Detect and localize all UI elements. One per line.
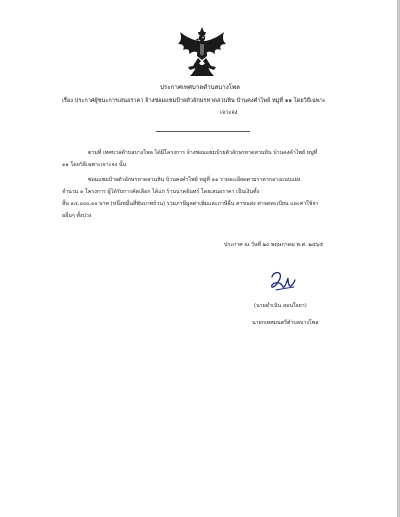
garuda-emblem-icon [176, 26, 228, 78]
body-paragraph-1 [62, 147, 346, 171]
paragraph-2-line-3: สิ้น ๑๔,๐๐๐.๐๐ บาท (หนึ่งหมื่นสี่พันบาทถ้วน) รวมภาษีมูลค่าเพิ่มและภาษีอื่น ค่าขนส่ง ค่าจดทะเบียน และค่าใช้จ่า [62, 201, 319, 207]
signatory-name: (นายดำเนิน สอนใจยา) [254, 303, 307, 309]
title-divider [156, 131, 250, 132]
paragraph-1-line-2: ๑๑ โดยวิธีเฉพาะเจาะจง นั้น [62, 162, 127, 168]
paragraph-2-line-4: ยอื่นๆ ทั้งปวง [62, 213, 92, 219]
paragraph-1-line-1: ตามที่ เทศบาลตำบลบางโพล ได้มีโครงการ จ้างซ่อมแซมป้ายตัวอักษรหาดสวนหิน บ้านคงคำไพย์ หมู่ที่ [88, 150, 318, 156]
announcement-title: ประกาศเทศบาลตำบลบางโพล [160, 84, 240, 91]
announcement-date: ประกาศ ณ วันที่ ๒๐ พฤษภาคม พ.ศ. ๒๕๖๕ [224, 242, 324, 248]
subject-line-2: เจาะจง [220, 110, 238, 116]
subject-line-1: เรื่อง ประกาศผู้ชนะการเสนอราคา จ้างซ่อมแซมป้ายตัวอักษรหาดสวนหิน บ้านคงคำไพย์ หมู่ที่ ๑๑ โดยวิธีเฉพาะ [62, 98, 326, 104]
announcement-subject [62, 95, 344, 119]
body-paragraph-2 [62, 174, 346, 222]
paragraph-2-line-1: ซ่อมแซมป้ายตัวอักษรหาดสวนหิน บ้านคงคำไพย์ หมู่ที่ ๑๑ รายละเอียดตามราคากลางแนบแฝง [88, 177, 301, 183]
paragraph-2-line-2: จำนวน ๑ โครงการ ผู้ได้รับการคัดเลือก ได้แก่ ร้านนาคอินทร์ โดยเสนอราคา เป็นเงินทั้ง [62, 189, 260, 195]
handwritten-signature [263, 269, 299, 295]
signatory-position: นายกเทศมนตรีตำบลบางโพล [252, 320, 319, 326]
